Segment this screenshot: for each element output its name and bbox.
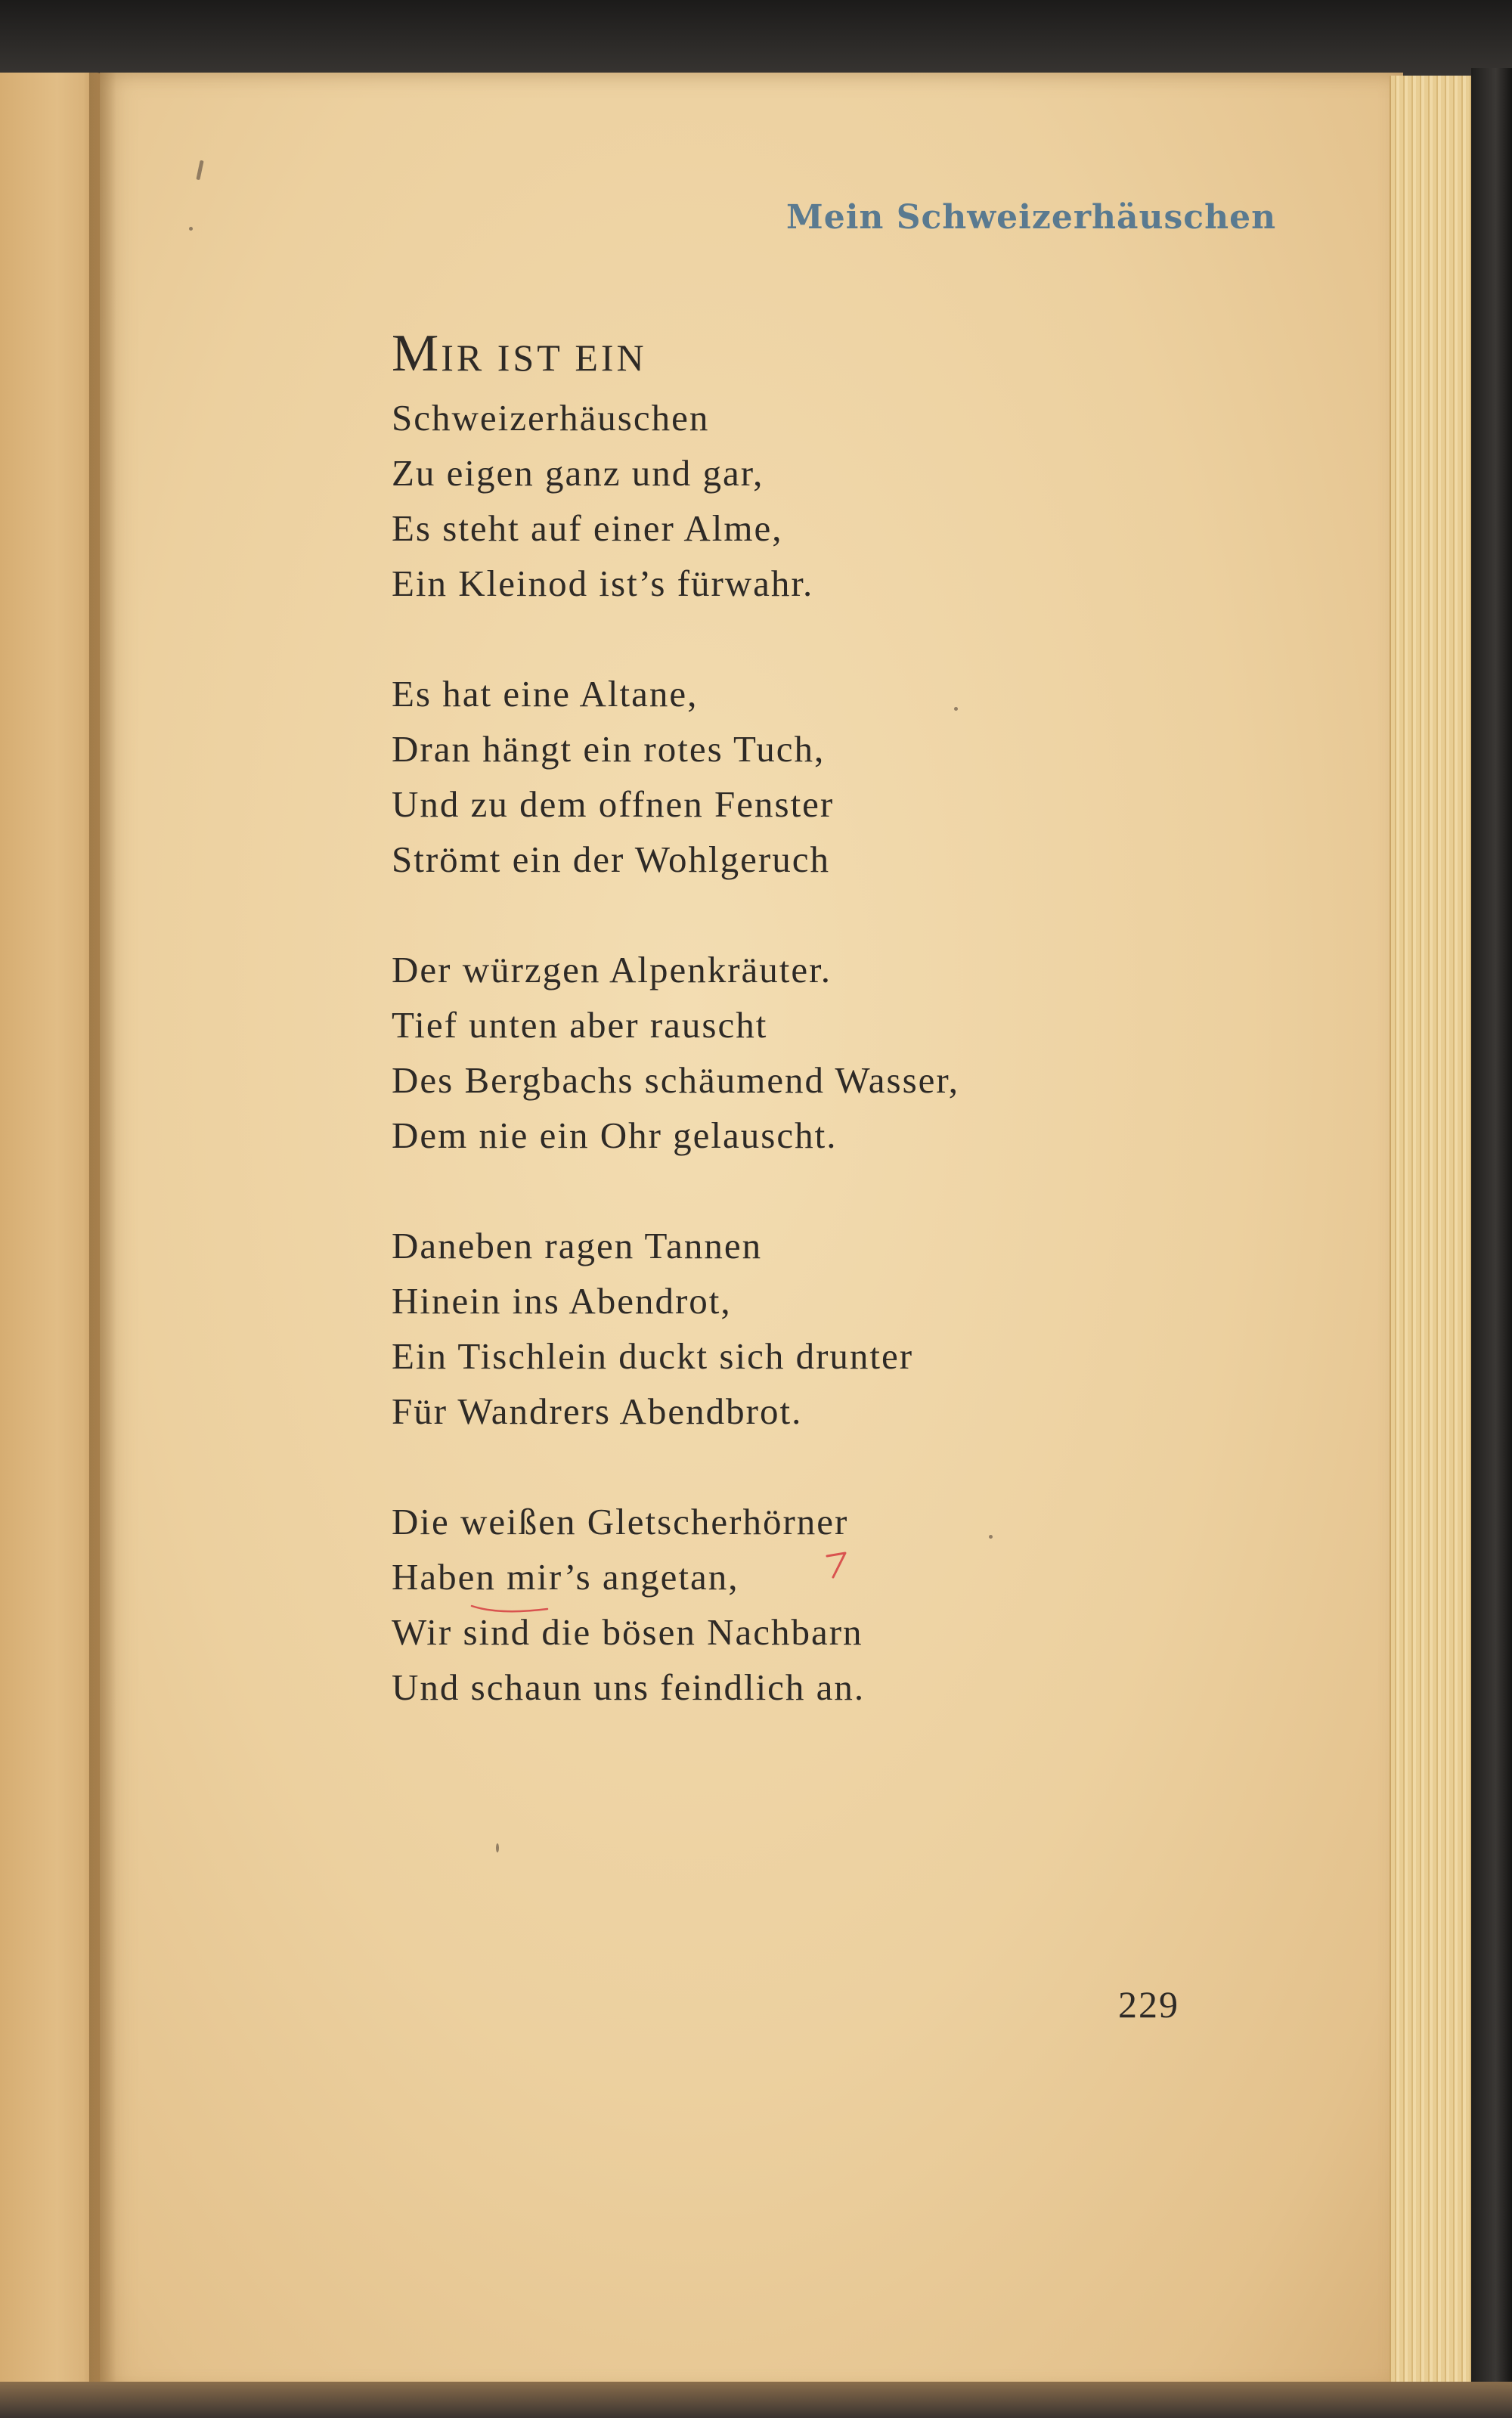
poem-line: Tief unten aber rauscht [392,1004,768,1046]
paper-speck [189,227,193,231]
poem-line: Für Wandrers Abendbrot. [392,1390,803,1432]
book-binding-bottom [0,2382,1512,2418]
poem-line: Daneben ragen Tannen [392,1225,763,1266]
poem-line: Haben mir’s angetan, [392,1556,739,1598]
stanza-4 [392,1218,1299,1439]
stanza-gap [392,1439,1299,1494]
poem-line: Wir sind die bösen Nachbarn [392,1611,863,1653]
stanza-gap [392,1163,1299,1218]
poem-line: Es steht auf einer Alme, [392,507,783,549]
poem-line: Ein Tischlein duckt sich drunter [392,1335,914,1377]
poem-opening-line [392,318,1299,390]
poem-line: Und zu dem offnen Fenster [392,783,835,825]
poem-line: Des Bergbachs schäumend Wasser, [392,1059,959,1101]
paper-speck [954,707,958,711]
book-cover-right [1471,68,1512,2418]
poem [392,318,1299,1715]
running-head: Mein Schweizerhäuschen [786,198,1277,237]
paper-speck [496,1843,499,1852]
poem-opening-capital: M [392,324,442,383]
paper-speck [989,1535,993,1539]
poem-line: Schweizerhäuschen [392,397,710,439]
book-binding-top [0,0,1512,83]
poem-line: Es hat eine Altane, [392,673,699,715]
poem-line: Strömt ein der Wohlgeruch [392,839,830,880]
stanza-2 [392,666,1299,887]
poem-line: Dran hängt ein rotes Tuch, [392,728,826,770]
stanza-gap [392,887,1299,942]
pencil-underline-mark [469,1601,552,1617]
poem-opening-small-caps: IR IST EIN [441,336,647,379]
poem-line: Dem nie ein Ohr gelauscht. [392,1114,838,1156]
page-gutter [89,73,116,2394]
poem-line: Und schaun uns feindlich an. [392,1666,866,1708]
stanza-3 [392,942,1299,1163]
poem-line: Hinein ins Abendrot, [392,1280,732,1322]
poem-line: Der würzgen Alpenkräuter. [392,949,832,990]
pencil-correction-mark [824,1548,850,1582]
poem-line: Zu eigen ganz und gar, [392,452,764,494]
stanza-1 [392,390,1299,611]
poem-line: Die weißen Gletscherhörner [392,1501,849,1542]
poem-line: Ein Kleinod ist’s fürwahr. [392,563,814,604]
page-block-edges [1390,76,1474,2389]
page-number: 229 [1118,1983,1179,2026]
stanza-gap [392,611,1299,666]
